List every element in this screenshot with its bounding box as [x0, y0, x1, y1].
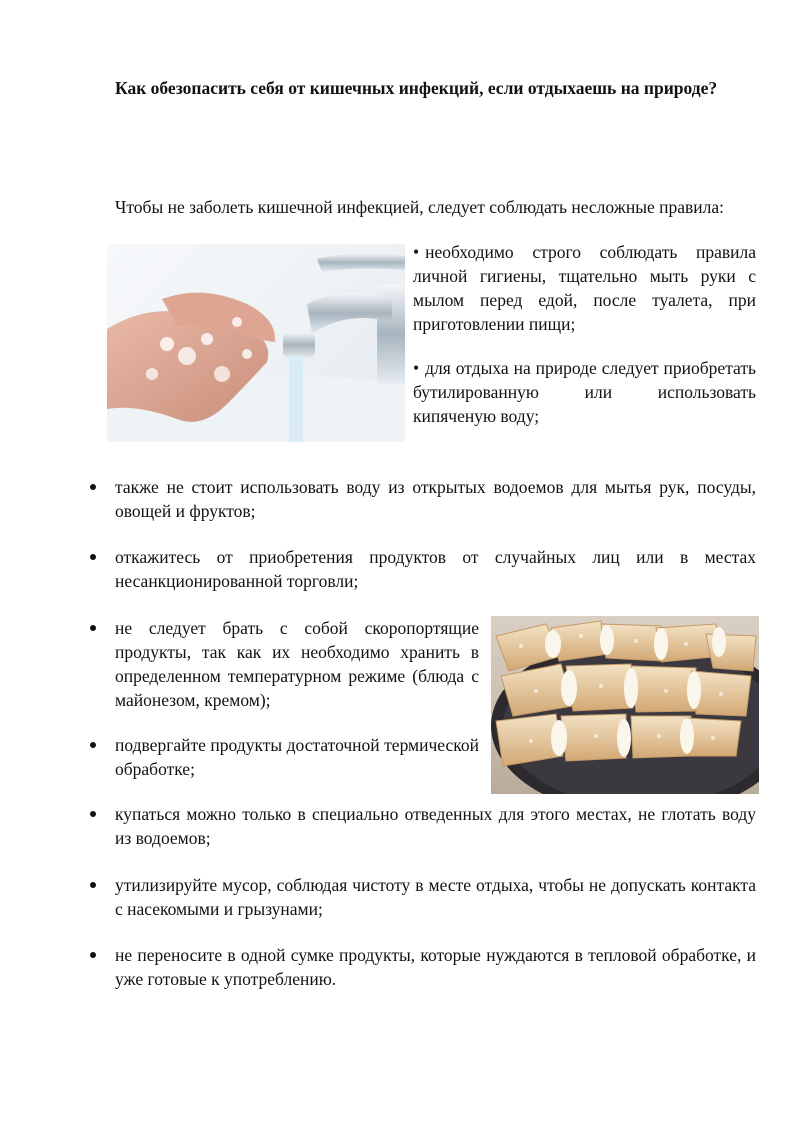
list-item-text: также не стоит использовать воду из открытых водоемов для мытья рук, посуды, овощей и фруктов; — [115, 477, 756, 521]
bullet-dot — [90, 742, 96, 748]
intro-paragraph: Чтобы не заболеть кишечной инфекцией, следует соблюдать несложные правила: — [115, 197, 724, 217]
bullet-marker: • — [413, 358, 420, 378]
hand-washing-photo — [107, 244, 405, 442]
list-item-text: не переносите в одной сумке продукты, которые нуждаются в тепловой обработке, и уже готовые к употреблению. — [115, 945, 756, 989]
list-item-text: не следует брать с собой скоропортящие продукты, так как их необходимо хранить в определенном температурном режиме (блюда с майонезом, кремом); — [115, 618, 479, 710]
bullet-dot — [90, 625, 96, 631]
hand-washing-illustration — [107, 244, 405, 442]
bullet-dot — [90, 811, 96, 817]
list-item — [115, 873, 756, 921]
list-item-text: откажитесь от приобретения продуктов от случайных лиц или в местах несанкционированной торговли; — [115, 547, 756, 591]
pastries-illustration — [491, 616, 759, 794]
list-item — [115, 475, 756, 523]
hygiene-rule-item — [413, 240, 756, 336]
pastries-photo — [491, 616, 759, 794]
list-item — [115, 733, 479, 781]
hygiene-rule-text: необходимо строго соблюдать правила личной гигиены, тщательно мыть руки с мылом перед едой, после туалета, при приготовлении пищи; — [413, 242, 756, 334]
page-title: Как обезопасить себя от кишечных инфекций, если отдыхаешь на природе? — [115, 78, 718, 98]
bottled-water-text: для отдыха на природе следует приобретать бутилированную или использовать кипяченую воду; — [413, 358, 756, 426]
bullet-dot — [90, 484, 96, 490]
list-item-text: утилизируйте мусор, соблюдая чистоту в месте отдыха, чтобы не допускать контакта с насекомыми и грызунами; — [115, 875, 756, 919]
bullet-dot — [90, 882, 96, 888]
list-item — [115, 802, 756, 850]
list-item-text: подвергайте продукты достаточной термической обработке; — [115, 735, 479, 779]
list-item — [115, 943, 756, 991]
bottled-water-item — [413, 356, 756, 428]
list-item — [115, 616, 479, 712]
list-item-text: купаться можно только в специально отведенных для этого местах, не глотать воду из водоемов; — [115, 804, 756, 848]
bullet-dot — [90, 952, 96, 958]
bullet-dot — [90, 554, 96, 560]
bullet-marker: • — [413, 242, 420, 262]
list-item — [115, 545, 756, 593]
